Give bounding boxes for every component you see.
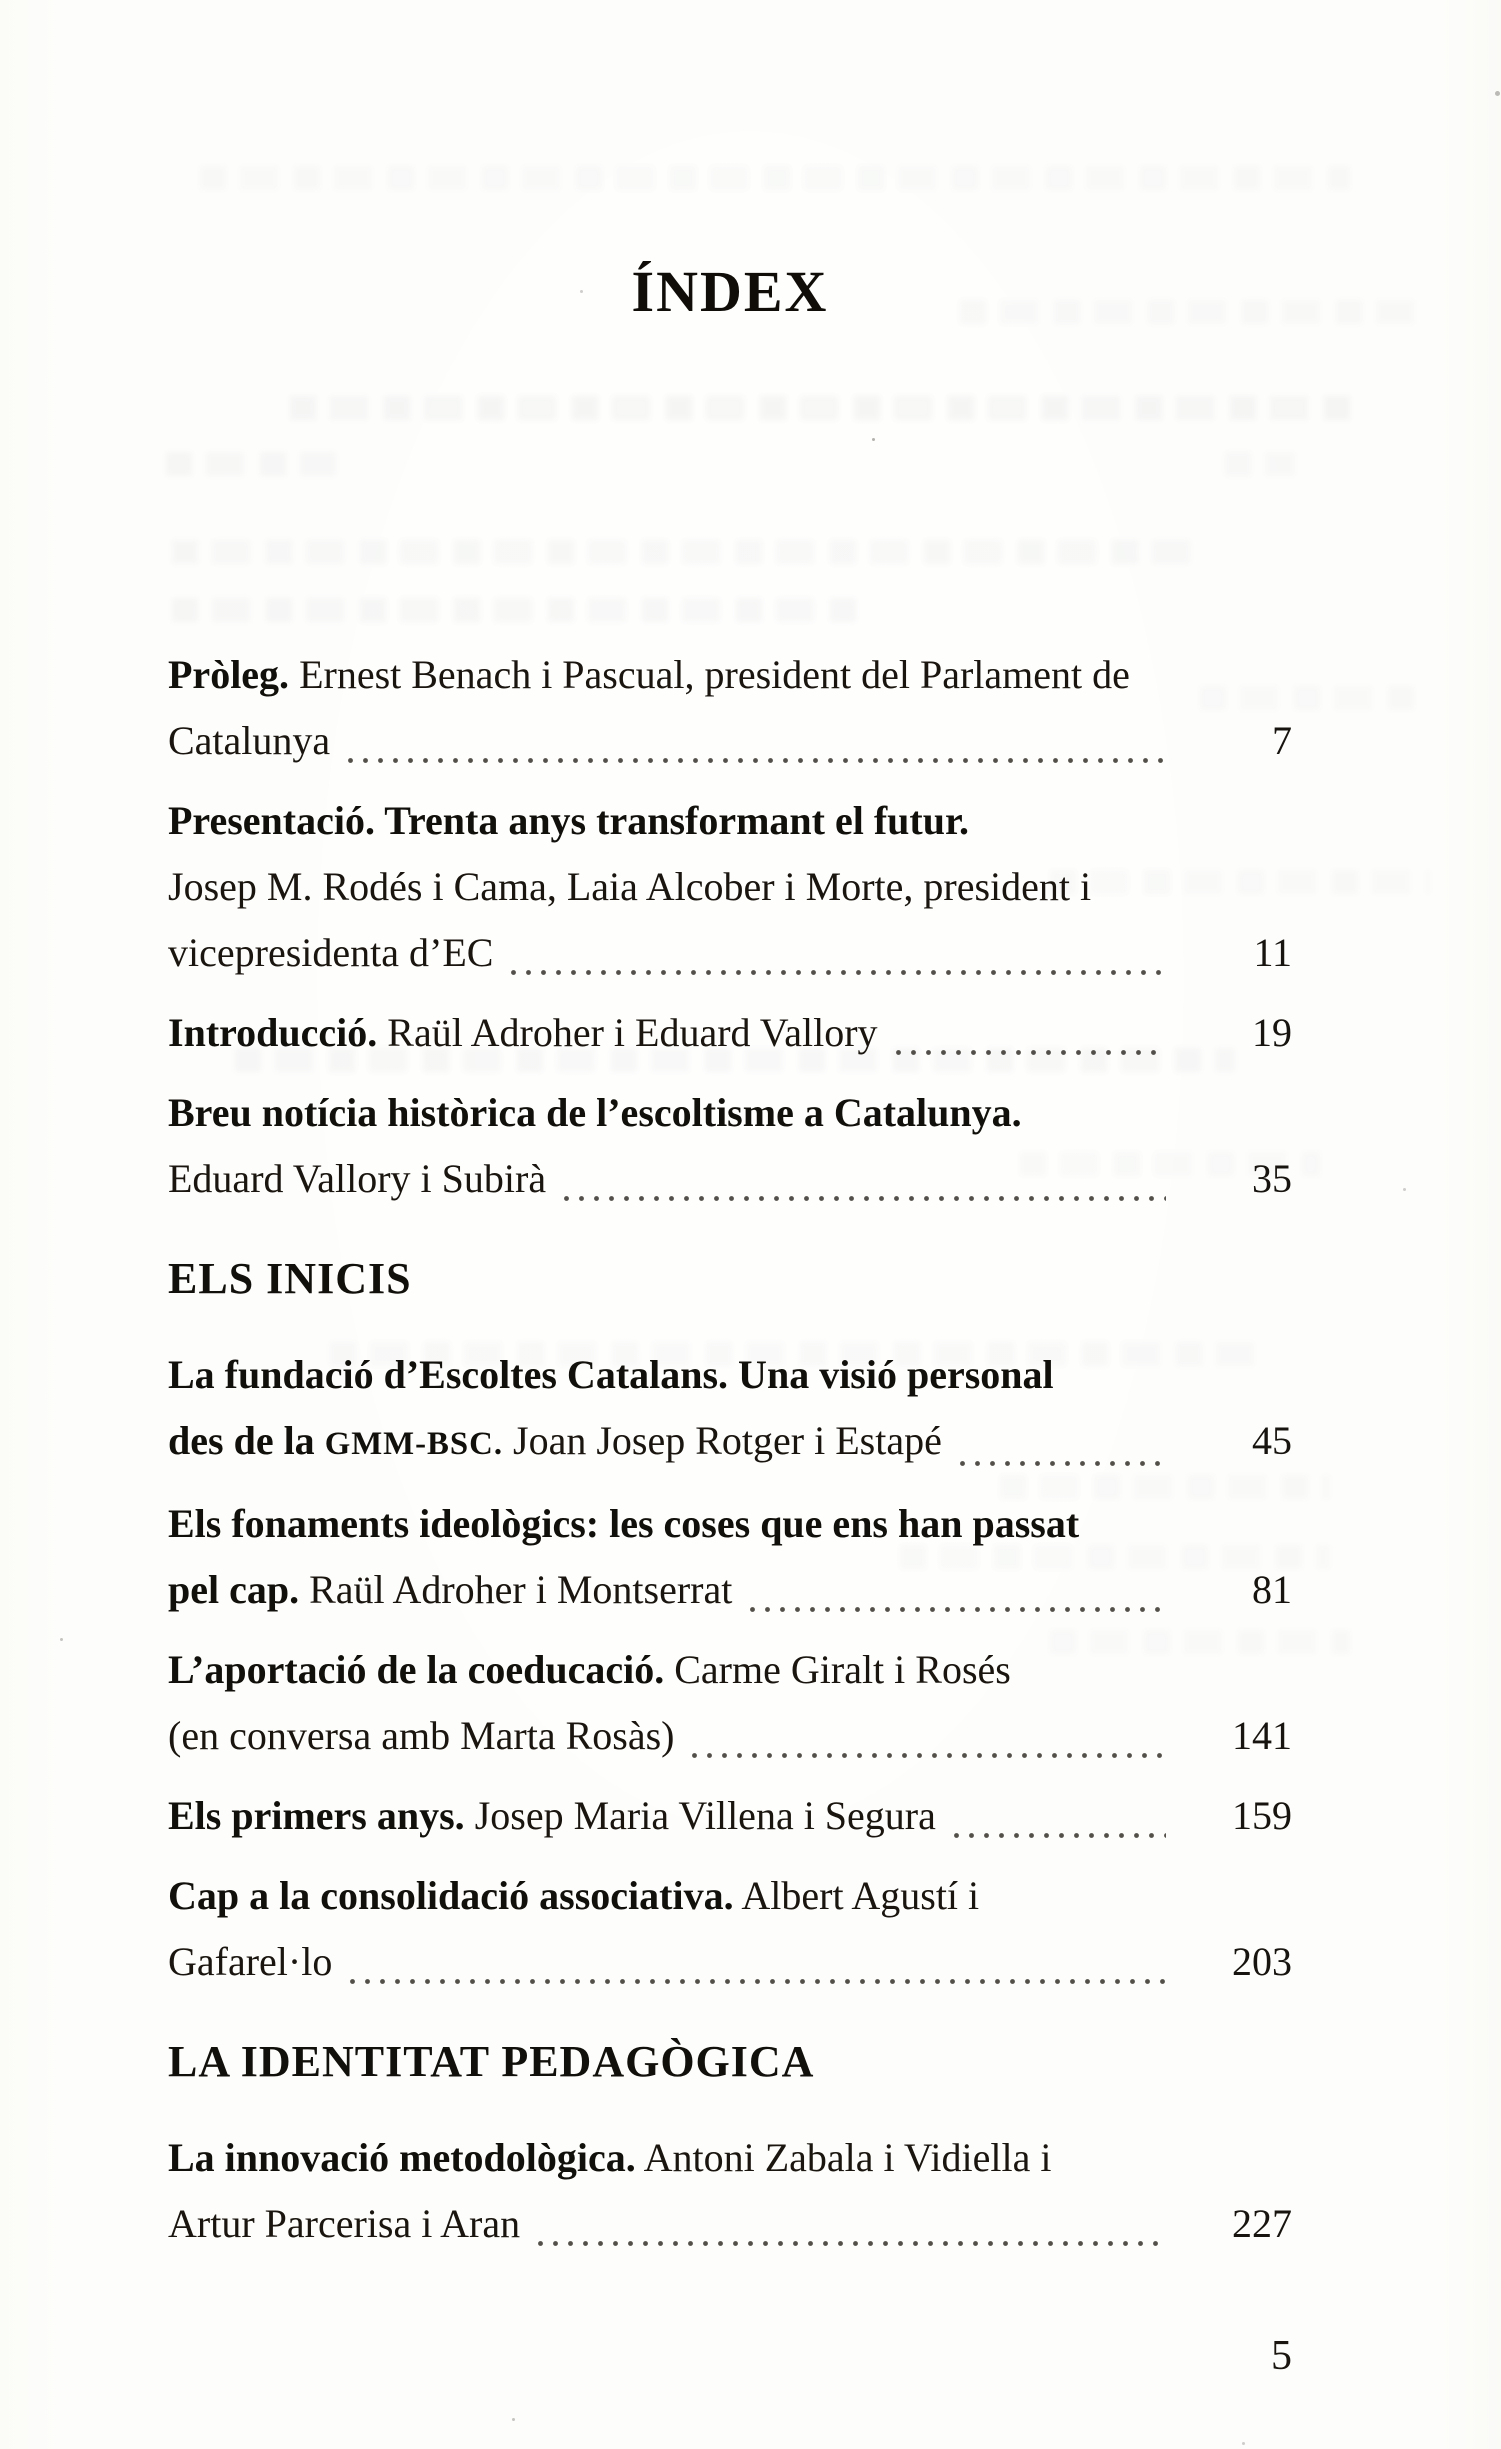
toc-text-segment: Breu notícia històrica de l’escoltisme a Catalunya. — [168, 1090, 1022, 1135]
toc-line — [168, 788, 1292, 854]
dot-leader — [954, 1832, 1166, 1839]
toc-text-segment: pel cap. — [168, 1567, 300, 1612]
toc-line — [168, 920, 1292, 986]
toc-line — [168, 708, 1292, 774]
toc-text-segment: Antoni Zabala i Vidiella i — [635, 2135, 1052, 2180]
toc-entry — [168, 788, 1292, 986]
section-heading: ELS INICIS — [168, 1254, 412, 1303]
toc-text-segment: Cap a la consolidació associativa. — [168, 1873, 734, 1918]
folio-page-number: 5 — [1271, 2333, 1292, 2379]
toc-text-segment: Albert Agustí i — [733, 1873, 980, 1918]
page-ref-number: 19 — [1252, 1010, 1292, 1055]
page-ref-number: 45 — [1252, 1418, 1292, 1463]
dot-leader — [538, 2240, 1166, 2247]
dot-leader — [750, 1606, 1166, 1613]
toc-text-segment: Gafarel·lo — [168, 1939, 333, 1984]
toc-text-segment: Carme Giralt i Rosés — [664, 1647, 1011, 1692]
toc-line — [168, 642, 1292, 708]
toc-text-segment: Eduard Vallory i Subirà — [168, 1156, 547, 1201]
toc-text-segment: vicepresidenta d’EC — [168, 930, 494, 975]
toc-line — [168, 1637, 1292, 1703]
toc-line — [168, 2191, 1292, 2257]
toc-text-segment: Pròleg. — [168, 652, 290, 697]
toc-line — [168, 1783, 1292, 1849]
toc-entry — [168, 1080, 1292, 1212]
toc-text-segment: Ernest Benach i Pascual, president del Parlament de — [289, 652, 1130, 697]
page-ref-number: 203 — [1232, 1939, 1292, 1984]
toc-text-segment: Joan Josep Rotger i Estapé — [503, 1418, 942, 1463]
bleed-through-artifact — [172, 598, 862, 622]
toc-entry — [168, 2125, 1292, 2257]
toc-entry — [168, 1637, 1292, 1769]
bleed-through-artifact — [166, 452, 336, 476]
toc-text-segment: La innovació metodològica. — [168, 2135, 636, 2180]
toc-text-segment: Introducció. — [168, 1010, 378, 1055]
scan-noise-speck — [0, 0, 3, 3]
toc-line — [168, 1080, 1292, 1146]
page-ref-number: 159 — [1232, 1793, 1292, 1838]
toc-line — [168, 1146, 1292, 1212]
toc-line — [168, 1863, 1292, 1929]
dot-leader — [692, 1752, 1166, 1759]
dot-leader — [960, 1460, 1166, 1467]
toc-line — [168, 1703, 1292, 1769]
dot-leader — [350, 1978, 1166, 1985]
dot-leader — [348, 757, 1166, 764]
page-ref-number: 35 — [1252, 1156, 1292, 1201]
toc-line — [168, 1929, 1292, 1995]
toc-text-segment: Els primers anys. — [168, 1793, 465, 1838]
page-ref-number: 227 — [1232, 2201, 1292, 2246]
toc-line — [168, 1000, 1292, 1066]
bleed-through-artifact — [290, 396, 1350, 420]
toc-text-segment: (en conversa amb Marta Rosàs) — [168, 1713, 675, 1758]
toc-text-segment: Raül Adroher i Montserrat — [299, 1567, 733, 1612]
toc-text-segment: Raül Adroher i Eduard Vallory — [377, 1010, 878, 1055]
toc-entry — [168, 1491, 1292, 1623]
toc-text-segment: Catalunya — [168, 718, 331, 763]
toc-line — [168, 1342, 1292, 1408]
toc-text-segment: Artur Parcerisa i Aran — [168, 2201, 521, 2246]
page-ref-number: 81 — [1252, 1567, 1292, 1612]
toc-line — [168, 2125, 1292, 2191]
page-ref-number: 7 — [1272, 718, 1292, 763]
toc-line — [168, 854, 1292, 920]
toc-text-segment: L’aportació de la coeducació. — [168, 1647, 665, 1692]
toc-line — [168, 1557, 1292, 1623]
dot-leader — [564, 1195, 1166, 1202]
page-ref-number: 141 — [1232, 1713, 1292, 1758]
toc-text-segment: des de la — [168, 1418, 325, 1463]
toc-entry — [168, 1342, 1292, 1477]
bleed-through-artifact — [200, 166, 1350, 190]
toc-text-segment: Josep M. Rodés i Cama, Laia Alcober i Morte, president i — [168, 864, 1092, 909]
dot-leader — [896, 1049, 1166, 1056]
toc-entry — [168, 1000, 1292, 1066]
toc-text-segment: Josep Maria Villena i Segura — [464, 1793, 936, 1838]
toc-text-segment: Presentació. Trenta anys transformant el futur. — [168, 798, 970, 843]
toc-line — [168, 1408, 1292, 1477]
toc-entry — [168, 642, 1292, 774]
bleed-through-artifact — [1225, 452, 1295, 476]
toc-text-segment: Els fonaments ideològics: les coses que ens han passat — [168, 1501, 1080, 1546]
toc-entry — [168, 1863, 1292, 1995]
table-of-contents — [168, 642, 1292, 2271]
section-heading: LA IDENTITAT PEDAGÒGICA — [168, 2037, 815, 2086]
dot-leader — [511, 969, 1166, 976]
toc-line — [168, 1491, 1292, 1557]
toc-text-segment: La fundació d’Escoltes Catalans. Una visió personal — [168, 1352, 1054, 1397]
toc-text-segment: GMM-BSC. — [324, 1426, 504, 1462]
toc-entry — [168, 1783, 1292, 1849]
page-title: ÍNDEX — [631, 259, 829, 324]
page-ref-number: 11 — [1253, 930, 1292, 975]
bleed-through-artifact — [172, 540, 1202, 564]
